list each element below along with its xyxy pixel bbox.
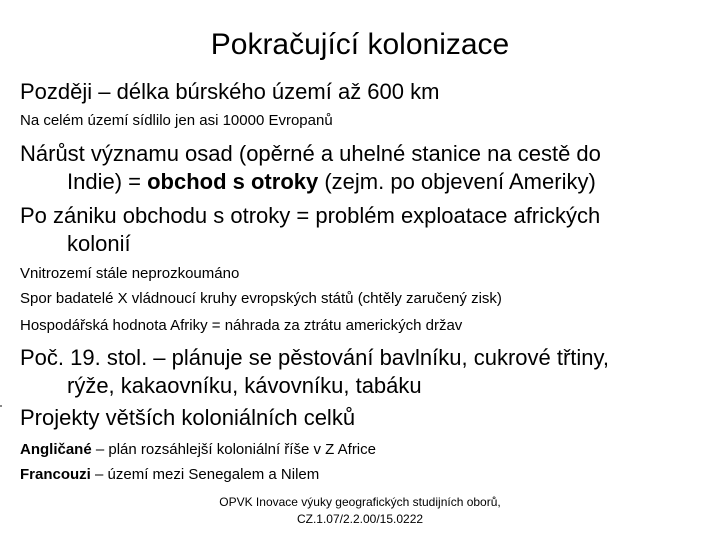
text-line: Nárůst významu osad (opěrné a uhelné stanice na cestě do	[20, 141, 601, 166]
footer	[130, 494, 590, 528]
text-span: – plán rozsáhlejší koloniální říše v Z Africe	[91, 441, 376, 458]
text-line	[67, 168, 596, 195]
text-span: (zejm. po objevení Ameriky)	[318, 169, 596, 194]
text-line: Později – délka búrského území až 600 km	[20, 79, 440, 104]
text-span: Indie) =	[67, 169, 148, 194]
footer-line: CZ.1.07/2.2.00/15.0222	[296, 512, 424, 526]
text-line: Projekty větších koloniálních celků	[20, 405, 356, 430]
text-line: Na celém území sídlilo jen asi 10000 Evropanů	[20, 112, 333, 129]
text-line: Hospodářská hodnota Afriky = náhrada za ztrátu amerických držav	[20, 317, 463, 334]
bold-text: obchod s otroky	[147, 169, 319, 194]
bold-text: Francouzi	[20, 466, 91, 483]
slide-title: Pokračující kolonizace	[210, 28, 510, 61]
text-line	[20, 440, 376, 459]
stray-mark	[0, 405, 2, 407]
text-line: Vnitrozemí stále neprozkoumáno	[20, 265, 240, 282]
text-line: Poč. 19. stol. – plánuje se pěstování bavlníku, cukrové třtiny,	[20, 345, 610, 370]
text-line: kolonií	[67, 231, 131, 256]
text-line: rýže, kakaovníku, kávovníku, tabáku	[67, 373, 422, 398]
footer-line: OPVK Inovace výuky geografických studijních oborů,	[219, 495, 501, 509]
text-line	[20, 465, 319, 484]
text-span: – území mezi Senegalem a Nilem	[90, 466, 320, 483]
bold-text: Angličané	[20, 441, 92, 458]
text-line: Spor badatelé X vládnoucí kruhy evropských států (chtěly zaručený zisk)	[20, 290, 502, 307]
text-line: Po zániku obchodu s otroky = problém exploatace afrických	[20, 203, 601, 228]
